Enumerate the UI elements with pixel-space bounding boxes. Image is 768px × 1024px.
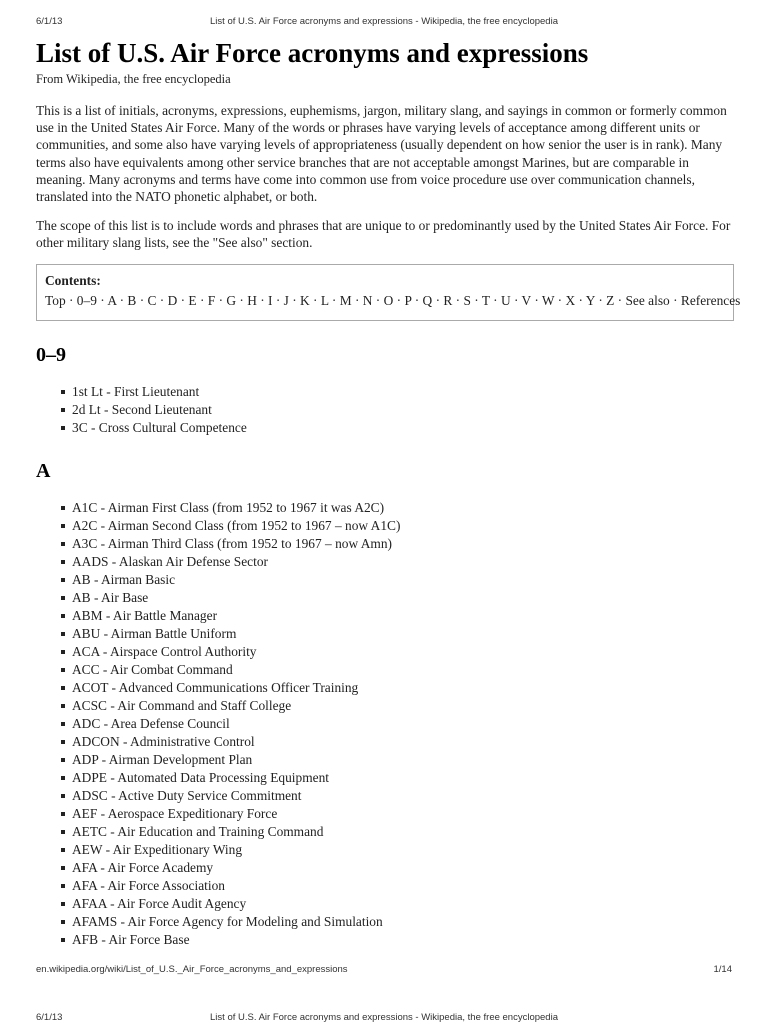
toc-separator: · <box>156 292 168 308</box>
list-item: ACSC - Air Command and Staff College <box>72 697 736 715</box>
toc-separator: · <box>432 292 444 308</box>
list-item: ADP - Airman Development Plan <box>72 751 736 769</box>
list-item: AEF - Aerospace Expeditionary Force <box>72 805 736 823</box>
toc-link[interactable]: References <box>680 292 741 308</box>
print-date: 6/1/13 <box>36 16 63 27</box>
toc-separator: · <box>272 292 284 308</box>
toc-link[interactable]: See also <box>625 292 670 308</box>
print-footer <box>36 964 732 975</box>
toc-separator: · <box>236 292 248 308</box>
toc-link[interactable]: U <box>500 292 511 308</box>
toc-link[interactable]: S <box>463 292 471 308</box>
toc-link[interactable]: D <box>167 292 178 308</box>
toc-separator: · <box>489 292 501 308</box>
toc-separator: · <box>328 292 340 308</box>
list-item: AFA - Air Force Academy <box>72 859 736 877</box>
list-item: AETC - Air Education and Training Command <box>72 823 736 841</box>
toc-link[interactable]: N <box>362 292 373 308</box>
list-item: AADS - Alaskan Air Defense Sector <box>72 553 736 571</box>
toc-link[interactable]: I <box>268 292 273 308</box>
toc-link[interactable]: R <box>443 292 453 308</box>
list-item: ACOT - Advanced Communications Officer Training <box>72 679 736 697</box>
page-title: List of U.S. Air Force acronyms and expressions <box>36 38 589 68</box>
toc-separator: · <box>65 292 77 308</box>
list-item: A2C - Airman Second Class (from 1952 to 1967 – now A1C) <box>72 517 736 535</box>
toc-link[interactable]: H <box>247 292 257 308</box>
list-item: AEW - Air Expeditionary Wing <box>72 841 736 859</box>
term-list <box>36 383 736 437</box>
toc-separator: · <box>510 292 522 308</box>
toc-separator: · <box>530 292 542 308</box>
toc-link[interactable]: B <box>127 292 137 308</box>
toc-link[interactable]: Y <box>585 292 595 308</box>
print-title-next: List of U.S. Air Force acronyms and expressions - Wikipedia, the free encyclopedia <box>210 1012 558 1023</box>
toc-link[interactable]: Z <box>606 292 615 308</box>
toc-links <box>45 292 741 310</box>
toc-separator: · <box>196 292 208 308</box>
toc-link[interactable]: W <box>541 292 555 308</box>
toc-separator: · <box>256 292 269 308</box>
toc-link[interactable]: Top <box>45 292 66 308</box>
list-item: ACA - Airspace Control Authority <box>72 643 736 661</box>
toc-separator: · <box>116 292 128 308</box>
intro-paragraph: This is a list of initials, acronyms, expressions, euphemisms, jargon, military slang, and sayings in common or formerly common use in the United States Air Force. Many of the words or phrases have varying levels of acceptance among different units or communities, and some also have varying levels of appropriateness (usually dependent on how senior the user is in rank). Many terms also have equivalents among other service branches that are not acceptable amongst Marines, but are comparable in meaning. Many acronyms and terms have come into common use from voice procedure use over communication channels, translated into the NATO phonetic alphabet, or both. <box>36 103 727 205</box>
list-item: A1C - Airman First Class (from 1952 to 1967 it was A2C) <box>72 499 736 517</box>
list-item: AB - Air Base <box>72 589 736 607</box>
toc-separator: · <box>554 292 566 308</box>
toc-link[interactable]: V <box>521 292 531 308</box>
print-header <box>36 16 732 27</box>
page-subtitle: From Wikipedia, the free encyclopedia <box>36 72 231 86</box>
scope-paragraph: The scope of this list is to include words and phrases that are unique to or predominantly used by the United States Air Force. For other military slang lists, see the "See also" section. <box>36 218 731 251</box>
toc-link[interactable]: P <box>404 292 412 308</box>
toc-separator: · <box>411 292 423 308</box>
list-item: ACC - Air Combat Command <box>72 661 736 679</box>
toc-separator: · <box>177 292 189 308</box>
print-page-number: 1/14 <box>713 964 732 975</box>
list-item: ADC - Area Defense Council <box>72 715 736 733</box>
list-item: AFB - Air Force Base <box>72 931 736 949</box>
toc-separator: · <box>96 292 108 308</box>
list-item: ADCON - Administrative Control <box>72 733 736 751</box>
toc-separator: · <box>452 292 464 308</box>
toc-separator: · <box>351 292 363 308</box>
list-item: 3C - Cross Cultural Competence <box>72 419 736 437</box>
list-item: ABM - Air Battle Manager <box>72 607 736 625</box>
sections-container <box>36 343 736 949</box>
toc-link[interactable]: L <box>320 292 329 308</box>
list-item: ABU - Airman Battle Uniform <box>72 625 736 643</box>
toc-link[interactable]: A <box>107 292 117 308</box>
toc-link[interactable]: C <box>147 292 157 308</box>
toc-separator: · <box>288 292 301 308</box>
print-date-next: 6/1/13 <box>36 1012 63 1023</box>
list-item: AFAA - Air Force Audit Agency <box>72 895 736 913</box>
toc-link[interactable]: T <box>481 292 490 308</box>
toc-link[interactable]: J <box>283 292 289 308</box>
article-content <box>36 36 741 949</box>
toc-separator: · <box>372 292 384 308</box>
toc-link[interactable]: E <box>188 292 197 308</box>
list-item: AFA - Air Force Association <box>72 877 736 895</box>
list-item: AFAMS - Air Force Agency for Modeling and Simulation <box>72 913 736 931</box>
toc-separator: · <box>393 292 405 308</box>
print-header-next-page <box>36 1012 732 1023</box>
toc-separator: · <box>215 292 227 308</box>
toc-separator: · <box>309 292 321 308</box>
toc-separator: · <box>669 292 681 308</box>
toc-separator: · <box>575 292 586 308</box>
toc-separator: · <box>470 292 482 308</box>
toc-link[interactable]: O <box>383 292 394 308</box>
list-item: ADPE - Automated Data Processing Equipment <box>72 769 736 787</box>
list-item: 2d Lt - Second Lieutenant <box>72 401 736 419</box>
toc-title: Contents: <box>45 272 101 288</box>
list-item: ADSC - Active Duty Service Commitment <box>72 787 736 805</box>
toc-link[interactable]: Q <box>422 292 433 308</box>
term-list <box>36 499 736 949</box>
toc-separator: · <box>614 292 626 308</box>
toc-link[interactable]: F <box>207 292 216 308</box>
toc-link[interactable]: G <box>226 292 237 308</box>
list-item: AB - Airman Basic <box>72 571 736 589</box>
section-heading: A <box>36 459 51 482</box>
toc-separator: · <box>136 292 148 308</box>
print-url[interactable]: en.wikipedia.org/wiki/List_of_U.S._Air_Force_acronyms_and_expressions <box>36 964 348 975</box>
toc-separator: · <box>594 292 607 308</box>
section-heading: 0–9 <box>36 343 66 366</box>
list-item: A3C - Airman Third Class (from 1952 to 1967 – now Amn) <box>72 535 736 553</box>
toc-link[interactable]: K <box>300 292 310 308</box>
toc-link[interactable]: 0–9 <box>76 292 97 308</box>
print-title: List of U.S. Air Force acronyms and expressions - Wikipedia, the free encyclopedia <box>210 16 558 27</box>
list-item: 1st Lt - First Lieutenant <box>72 383 736 401</box>
table-of-contents <box>36 264 741 321</box>
toc-link[interactable]: M <box>339 292 352 308</box>
toc-link[interactable]: X <box>565 292 576 308</box>
